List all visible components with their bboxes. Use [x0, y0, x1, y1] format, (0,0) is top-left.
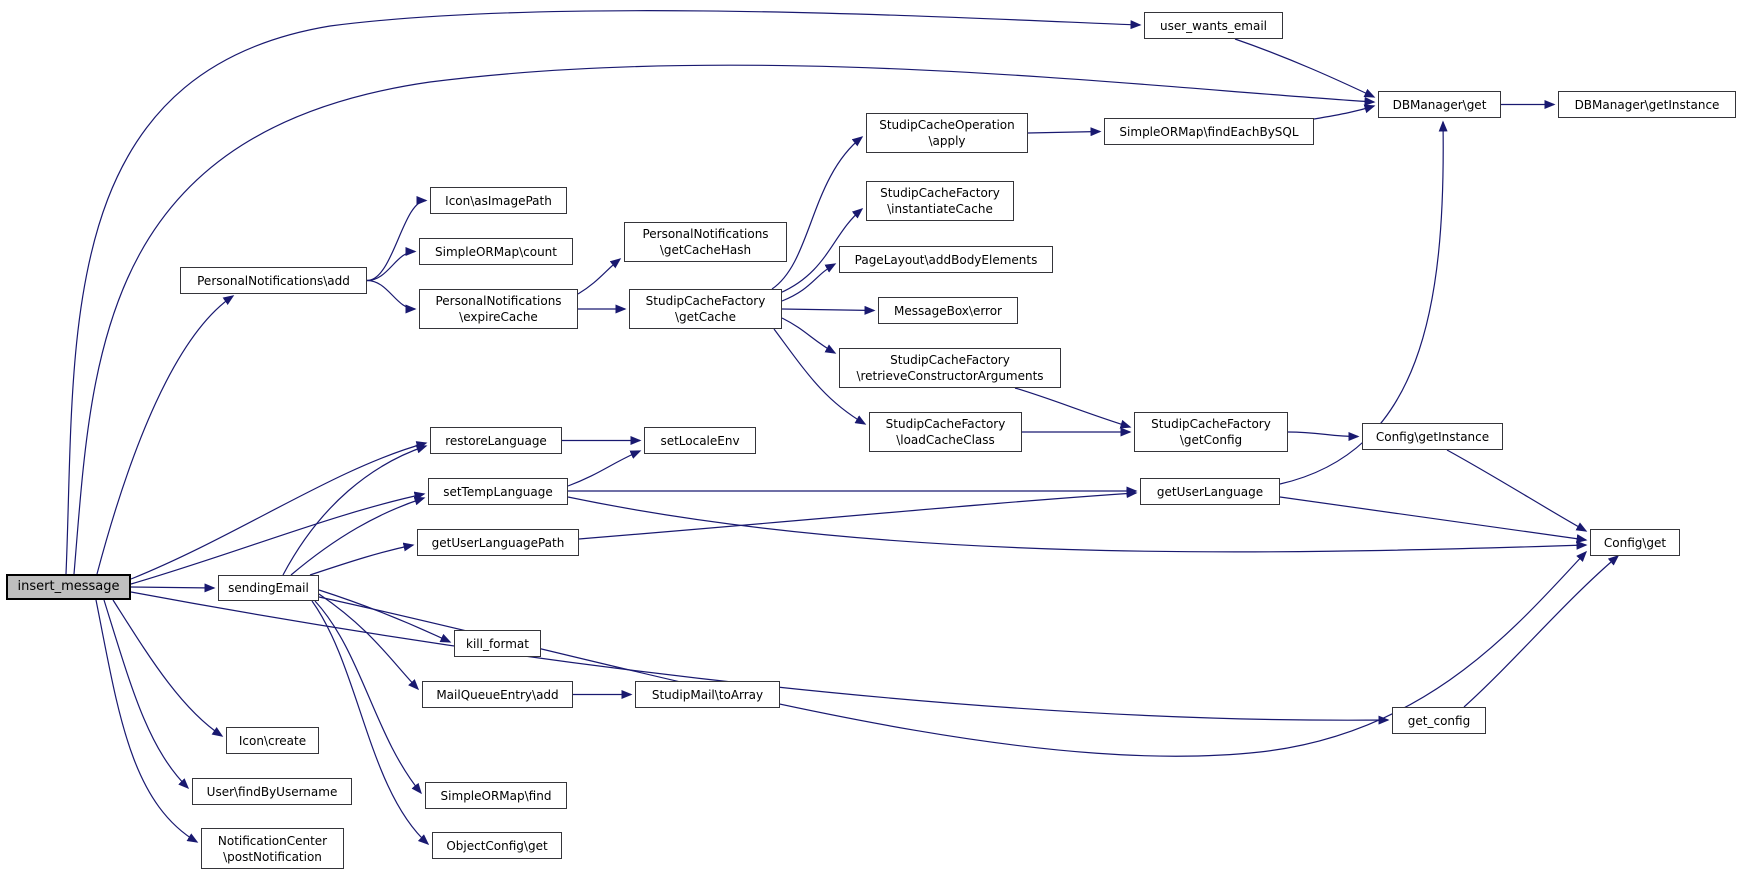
node-label: PageLayout\addBodyElements: [854, 252, 1038, 267]
edge-get_config-Config_get: [1464, 556, 1618, 707]
node-label: \loadCacheClass: [896, 433, 995, 447]
node-label: SimpleORMap\count: [435, 244, 557, 259]
node-get_config[interactable]: [1392, 707, 1486, 734]
node-label: StudipCacheFactory: [890, 353, 1010, 367]
node-PageLayout_addBodyElements[interactable]: [839, 246, 1053, 273]
node-label: SimpleORMap\find: [440, 788, 552, 803]
node-label: SimpleORMap\findEachBySQL: [1119, 124, 1299, 139]
edge-sendingEmail-SimpleORMap_find: [315, 601, 421, 793]
node-getUserLanguagePath[interactable]: [417, 529, 579, 556]
node-label: StudipCacheFactory: [880, 186, 1000, 200]
node-label: \instantiateCache: [887, 202, 993, 216]
node-label: StudipCacheFactory: [645, 294, 766, 308]
node-sendingEmail[interactable]: [218, 575, 319, 601]
edge-SimpleORMap_findEachBySQL-DBManager_get: [1314, 106, 1374, 119]
node-Icon_asImagePath[interactable]: [430, 187, 567, 214]
node-label: NotificationCenter: [217, 833, 328, 848]
edge-Config_getInstance-Config_get: [1447, 450, 1586, 531]
node-label: sendingEmail: [228, 581, 309, 595]
node-label: getUserLanguage: [1156, 484, 1264, 499]
node-SimpleORMap_count[interactable]: [419, 238, 573, 265]
edge-sendingEmail-ObjectConfig_get: [312, 601, 428, 844]
node-label: MessageBox\error: [894, 303, 1002, 318]
node-label: setTempLanguage: [443, 484, 553, 499]
edge-sendingEmail-restoreLanguage: [283, 446, 426, 575]
node-label: kill_format: [466, 636, 529, 651]
node-MessageBox_error[interactable]: [878, 297, 1018, 324]
edge-insert_message-User_findByUsername: [104, 600, 188, 788]
node-SimpleORMap_find[interactable]: [425, 782, 567, 809]
edge-user_wants_email-DBManager_get: [1235, 39, 1374, 97]
node-SimpleORMap_findEachBySQL[interactable]: [1104, 118, 1314, 145]
edge-StudipCacheFactory_getConfig-Config_getInstance: [1288, 432, 1358, 437]
node-label: user_wants_email: [1160, 18, 1267, 33]
node-label: \retrieveConstructorArguments: [856, 369, 1044, 383]
edge-StudipCacheFactory_retrieveConstructorArguments-StudipCacheFactory_getConfig: [1015, 388, 1130, 427]
edge-StudipCacheOperation_apply-SimpleORMap_findEachBySQL: [1028, 132, 1100, 134]
edge-insert_message-restoreLanguage: [131, 443, 426, 579]
node-label: StudipMail\toArray: [651, 687, 764, 702]
node-label: StudipCacheFactory: [1151, 417, 1271, 431]
node-label: setLocaleEnv: [660, 433, 740, 448]
node-PersonalNotifications_add[interactable]: [180, 267, 367, 294]
node-DBManager_getInstance[interactable]: [1558, 91, 1736, 118]
node-label: Config\get: [1603, 535, 1667, 550]
node-label: PersonalNotifications\add: [197, 273, 350, 288]
node-label: MailQueueEntry\add: [436, 687, 559, 702]
edge-sendingEmail-getUserLanguagePath: [310, 545, 413, 575]
node-NotificationCenter_postNotification[interactable]: [201, 828, 344, 869]
node-label: \getCache: [674, 310, 737, 324]
node-MailQueueEntry_add[interactable]: [422, 681, 573, 708]
node-label: Icon\create: [238, 733, 307, 748]
node-PersonalNotifications_expireCache[interactable]: [419, 289, 578, 329]
edge-getUserLanguagePath-getUserLanguage: [579, 493, 1136, 539]
node-label: Icon\asImagePath: [445, 193, 552, 208]
node-label: \apply: [928, 134, 966, 148]
node-PersonalNotifications_getCacheHash[interactable]: [624, 222, 787, 262]
edge-insert_message-PersonalNotifications_add: [97, 296, 233, 574]
node-Config_getInstance[interactable]: [1362, 423, 1503, 450]
node-StudipCacheFactory_instantiateCache[interactable]: [866, 181, 1014, 221]
node-label: \getCacheHash: [659, 243, 752, 257]
node-label: restoreLanguage: [445, 433, 547, 448]
node-label: User\findByUsername: [206, 784, 338, 799]
node-label: getUserLanguagePath: [431, 535, 565, 550]
node-label: DBManager\get: [1392, 97, 1487, 112]
node-restoreLanguage[interactable]: [430, 427, 562, 454]
node-StudipCacheFactory_getCache[interactable]: [629, 289, 782, 329]
edge-sendingEmail-setTempLanguage: [291, 498, 424, 575]
node-StudipCacheFactory_retrieveConstructorArguments[interactable]: [839, 348, 1061, 388]
node-StudipMail_toArray[interactable]: [635, 681, 780, 708]
node-label: get_config: [1407, 713, 1471, 728]
node-kill_format[interactable]: [454, 630, 541, 657]
edge-setTempLanguage-setLocaleEnv: [568, 451, 640, 486]
node-user_wants_email[interactable]: [1144, 12, 1283, 39]
edge-StudipCacheFactory_getCache-MessageBox_error: [782, 309, 874, 311]
node-label: Config\getInstance: [1375, 429, 1490, 444]
node-StudipCacheFactory_loadCacheClass[interactable]: [869, 412, 1022, 452]
node-label: PersonalNotifications: [642, 227, 769, 241]
node-StudipCacheFactory_getConfig[interactable]: [1134, 412, 1288, 452]
node-DBManager_get[interactable]: [1378, 91, 1501, 118]
node-label: ObjectConfig\get: [446, 838, 548, 853]
edge-getUserLanguage-Config_get: [1280, 497, 1586, 540]
edge-setTempLanguage-Config_get: [568, 497, 1586, 552]
node-Icon_create[interactable]: [226, 727, 319, 754]
edge-insert_message-NotificationCenter_postNotification: [96, 600, 197, 842]
node-label: DBManager\getInstance: [1574, 97, 1720, 112]
edge-StudipCacheFactory_getCache-StudipCacheFactory_retrieveConstructorArguments: [782, 318, 835, 353]
edge-insert_message-Icon_create: [113, 600, 222, 736]
edge-PersonalNotifications_add-PersonalNotifications_expireCache: [367, 281, 415, 310]
node-label: \expireCache: [459, 310, 538, 324]
node-User_findByUsername[interactable]: [192, 778, 352, 805]
node-label: StudipCacheOperation: [879, 118, 1015, 132]
node-getUserLanguage[interactable]: [1140, 478, 1280, 505]
edge-PersonalNotifications_expireCache-PersonalNotifications_getCacheHash: [578, 259, 620, 294]
node-label: insert_message: [17, 579, 120, 594]
node-label: PersonalNotifications: [435, 294, 562, 308]
edge-PersonalNotifications_add-Icon_asImagePath: [367, 201, 426, 281]
node-setLocaleEnv[interactable]: [644, 427, 756, 454]
node-ObjectConfig_get[interactable]: [432, 832, 562, 859]
node-StudipCacheOperation_apply[interactable]: [866, 113, 1028, 153]
node-label: \postNotification: [223, 849, 322, 864]
node-label: StudipCacheFactory: [885, 417, 1006, 431]
node-Config_get[interactable]: [1590, 529, 1680, 556]
node-label: \getConfig: [1179, 433, 1243, 447]
node-insert_message: [6, 574, 131, 600]
node-setTempLanguage[interactable]: [428, 478, 568, 505]
edge-insert_message-sendingEmail: [131, 587, 214, 588]
